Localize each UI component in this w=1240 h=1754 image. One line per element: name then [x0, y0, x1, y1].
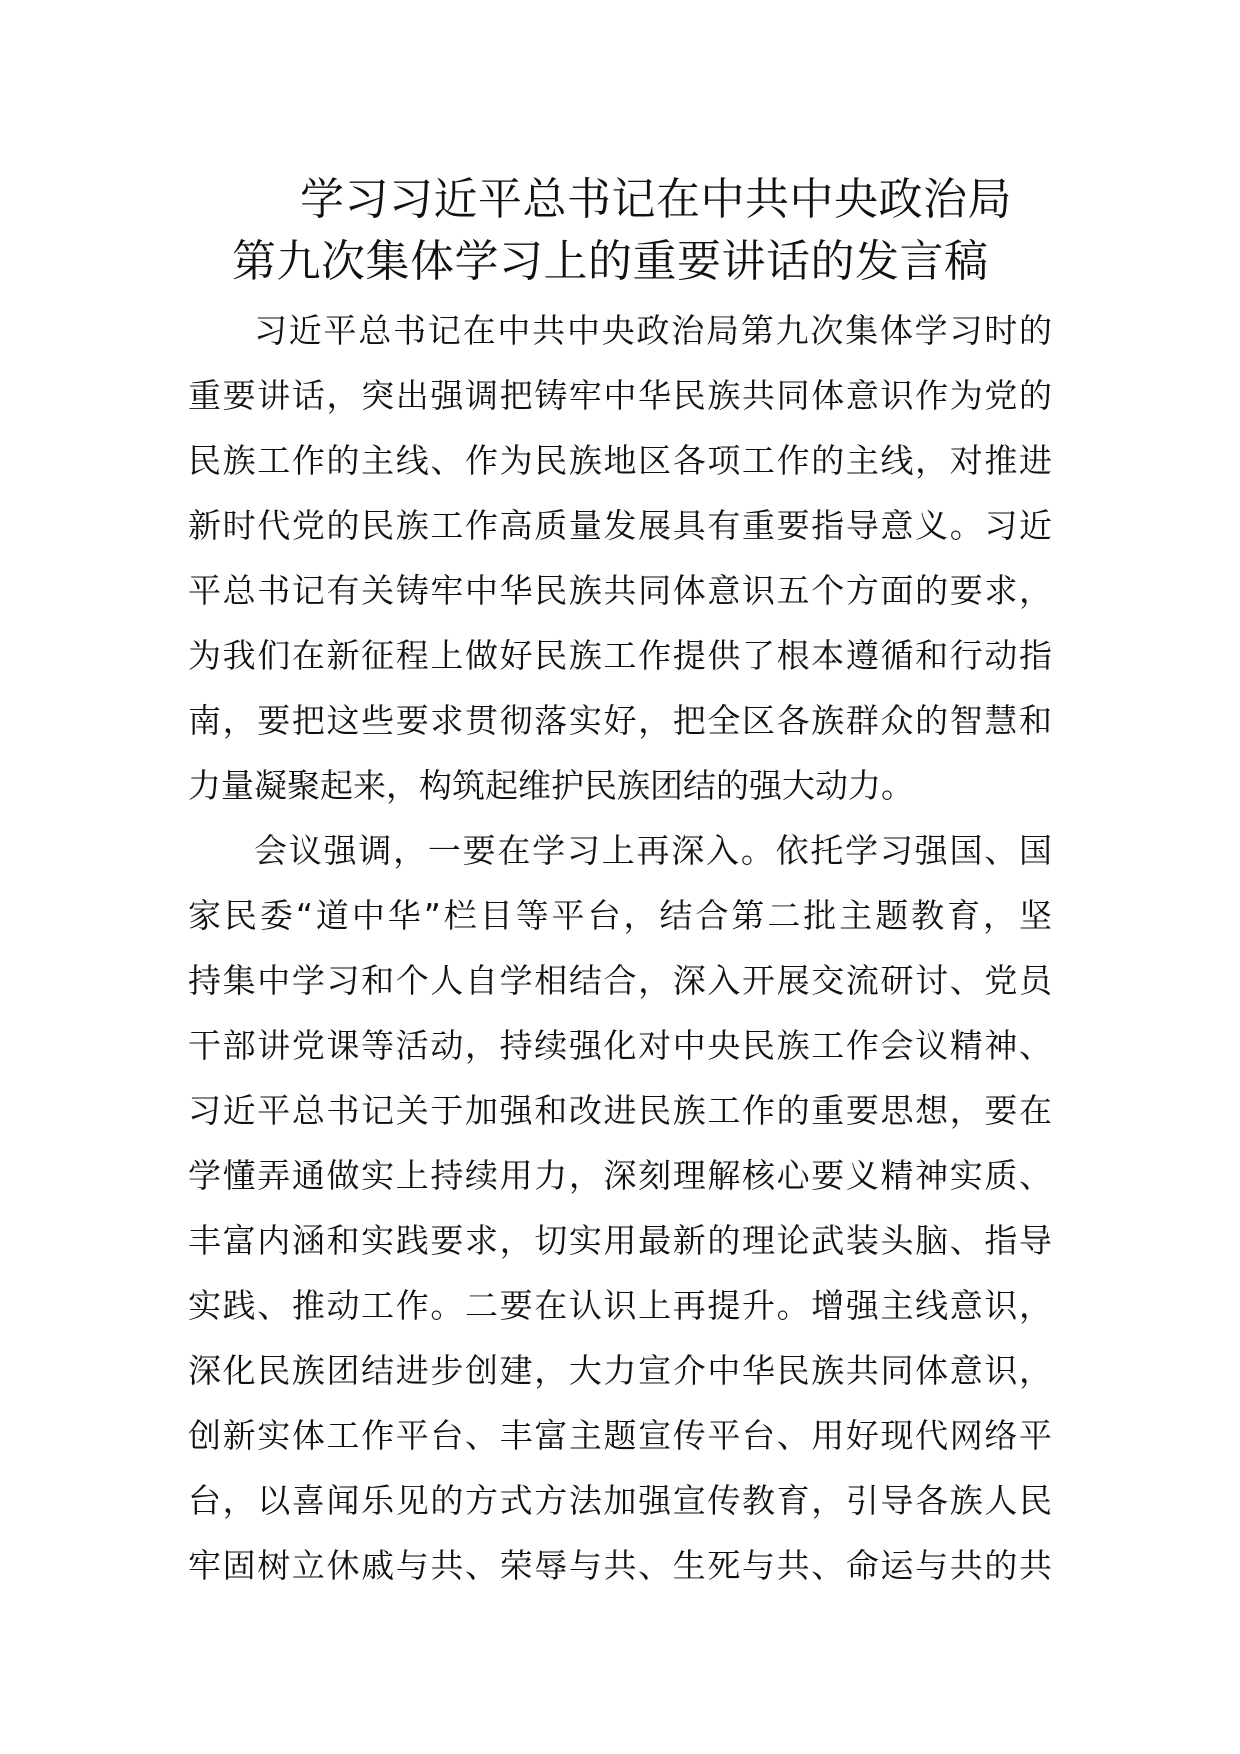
paragraph-line: 干部讲党课等活动，持续强化对中央民族工作会议精神、 [188, 1026, 1052, 1065]
paragraph-line: 习近平总书记在中共中央政治局第九次集体学习时的 [254, 311, 1052, 350]
paragraph-1 [188, 298, 1052, 818]
paragraph-line: 习近平总书记关于加强和改进民族工作的重要思想，要在 [188, 1091, 1052, 1130]
paragraph-line: 丰富内涵和实践要求，切实用最新的理论武装头脑、指导 [188, 1221, 1052, 1260]
paragraph-line: 民族工作的主线、作为民族地区各项工作的主线，对推进 [188, 441, 1052, 480]
document-title-line-1: 学习习近平总书记在中共中央政治局 [300, 174, 1012, 225]
paragraph-line: 深化民族团结进步创建，大力宣介中华民族共同体意识， [188, 1351, 1052, 1390]
paragraph-line: 会议强调，一要在学习上再深入。依托学习强国、国 [254, 831, 1052, 870]
paragraph-2 [188, 818, 1052, 1598]
paragraph-line: 学懂弄通做实上持续用力，深刻理解核心要义精神实质、 [188, 1156, 1052, 1195]
paragraph-line: 台，以喜闻乐见的方式方法加强宣传教育，引导各族人民 [188, 1481, 1052, 1520]
paragraph-line: 南，要把这些要求贯彻落实好，把全区各族群众的智慧和 [188, 701, 1052, 740]
paragraph-line: 牢固树立休戚与共、荣辱与共、生死与共、命运与共的共 [188, 1546, 1052, 1585]
paragraph-line: 家民委“道中华”栏目等平台，结合第二批主题教育，坚 [188, 896, 1052, 935]
paragraph-line: 新时代党的民族工作高质量发展具有重要指导意义。习近 [188, 506, 1052, 545]
paragraph-line: 实践、推动工作。二要在认识上再提升。增强主线意识， [188, 1286, 1052, 1325]
paragraph-line: 持集中学习和个人自学相结合，深入开展交流研讨、党员 [188, 961, 1052, 1000]
document-title-line-2: 第九次集体学习上的重要讲话的发言稿 [232, 236, 989, 287]
paragraph-line: 创新实体工作平台、丰富主题宣传平台、用好现代网络平 [188, 1416, 1052, 1455]
paragraph-line: 重要讲话，突出强调把铸牢中华民族共同体意识作为党的 [188, 376, 1052, 415]
paragraph-line: 力量凝聚起来，构筑起维护民族团结的强大动力。 [188, 766, 914, 805]
paragraph-line: 为我们在新征程上做好民族工作提供了根本遵循和行动指 [188, 636, 1052, 675]
paragraph-line: 平总书记有关铸牢中华民族共同体意识五个方面的要求， [188, 571, 1052, 610]
